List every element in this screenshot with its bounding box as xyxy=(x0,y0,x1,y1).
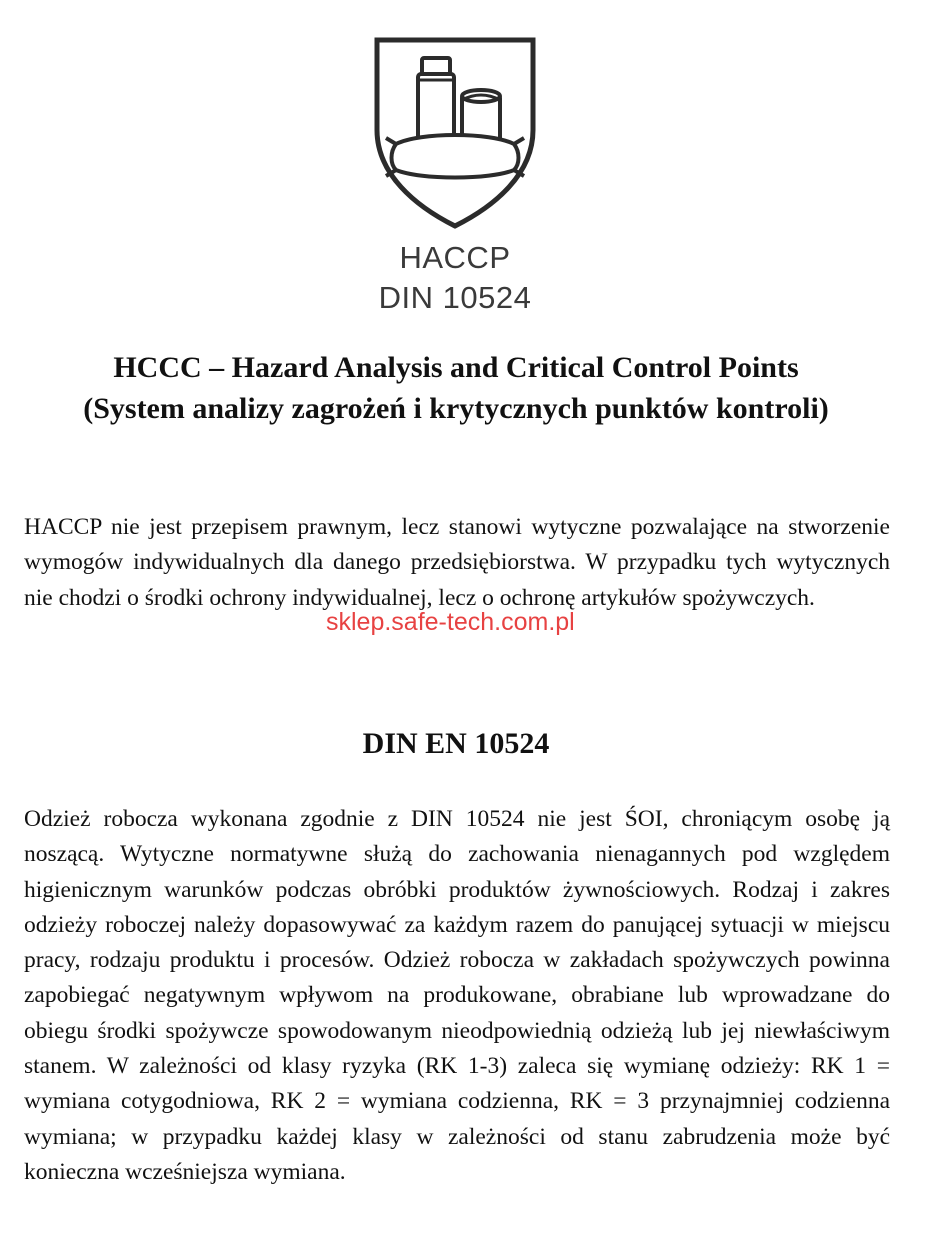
logo-caption-din: DIN 10524 xyxy=(378,280,532,315)
intro-paragraph: HACCP nie jest przepisem prawnym, lecz stanowi wytyczne pozwalające na stworzenie wymogów indywidualnych dla danego przedsiębiorstwa. W przypadku tych wytycznych nie chodzi o środki ochrony indywidualnej, lecz o ochronę artykułów spożywczych. xyxy=(24,514,890,611)
watermark: sklep.safe-tech.com.pl xyxy=(326,608,575,636)
section-heading: DIN EN 10524 xyxy=(362,727,550,760)
page-title: HCCC – Hazard Analysis and Critical Control Points xyxy=(113,351,799,384)
page-subtitle: (System analizy zagrożeń i krytycznych punktów kontroli) xyxy=(83,392,829,425)
body-paragraph: Odzież robocza wykonana zgodnie z DIN 10524 nie jest ŚOI, chroniącym osobę ją noszącą. Wytyczne normatywne służą do zachowania nienagannych pod względem higienicznym warunków podczas obróbki produktów żywnościowych. Rodzaj i zakres odzieży roboczej należy dopasowywać za każdym razem do panującej sytuacji w miejscu pracy, rodzaju produktu i procesów. Odzież robocza w zakładach spożywczych powinna zapobiegać negatywnym wpływom na produkowane, obrabiane lub wprowadzane do obiegu środki spożywcze spowodowanym nieodpowiednią odzieżą lub jej niewłaściwym stanem. W zależności od klasy ryzyka (RK 1-3) zaleca się wymianę odzieży: RK 1 = wymiana cotygodniowa, RK 2 = wymiana codzienna, RK = 3 przynajmniej codzienna wymiana; w przypadku każdej klasy w zależności od stanu zabrudzenia może być konieczna wcześniejsza wymiana. xyxy=(24,806,890,1185)
logo-caption-haccp: HACCP xyxy=(399,240,511,275)
haccp-shield-icon xyxy=(360,34,550,234)
